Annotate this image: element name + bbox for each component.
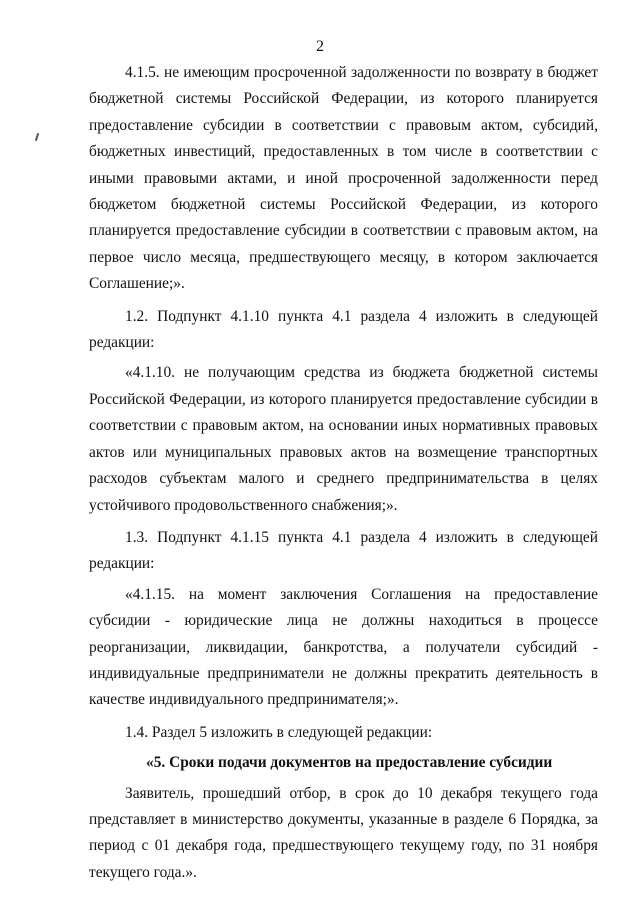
margin-pen-mark: [35, 133, 39, 141]
section-5-heading: «5. Сроки подачи документов на предоставление субсидии: [146, 754, 553, 772]
paragraph-section-5-text: Заявитель, прошедший отбор, в срок до 10 декабря текущего года представляет в министерство документы, указанные в разделе 6 Порядка, за период с 01 декабря года, предшествующего текущему году, по 31 ноября текущего года.».: [89, 784, 598, 881]
paragraph-4-1-5: 4.1.5. не имеющим просроченной задолженности по возврату в бюджет бюджетной системы Российской Федерации, из которого планируется предоставление субсидии в соответствии с правовым актом, субсидий, бюджетных инвестиций, предоставленных в том числе в соответствии с иными правовыми актами, и иной просроченной задолженности перед бюджетом бюджетной системы Российской Федерации, из которого планируется предоставление субсидии в соответствии с правовым актом, на первое число месяца, предшествующего месяцу, в котором заключается Соглашение;».: [89, 64, 598, 293]
paragraph-4-1-15: «4.1.15. на момент заключения Соглашения на предоставление субсидии - юридические лица не должны находиться в процессе реорганизации, ликвидации, банкротства, а получатели субсидий - индивидуальные предприниматели не должны прекратить деятельность в качестве индивидуального предпринимателя;».: [89, 585, 598, 709]
paragraph-1-2: 1.2. Подпункт 4.1.10 пункта 4.1 раздела 4 изложить в следующей редакции:: [89, 307, 598, 352]
page-number: 2: [316, 38, 324, 55]
paragraph-1-4: 1.4. Раздел 5 изложить в следующей редакции:: [125, 723, 433, 741]
paragraph-1-3: 1.3. Подпункт 4.1.15 пункта 4.1 раздела 4 изложить в следующей редакции:: [89, 528, 598, 573]
paragraph-4-1-10: «4.1.10. не получающим средства из бюджета бюджетной системы Российской Федерации, из которого планируется предоставление субсидии в соответствии с правовым актом, на основании иных нормативных правовых актов или муниципальных правовых актов на возмещение транспортных расходов субъектам малого и среднего предпринимательства в целях устойчивого продовольственного снабжения;».: [89, 364, 598, 514]
document-body: [89, 60, 598, 892]
